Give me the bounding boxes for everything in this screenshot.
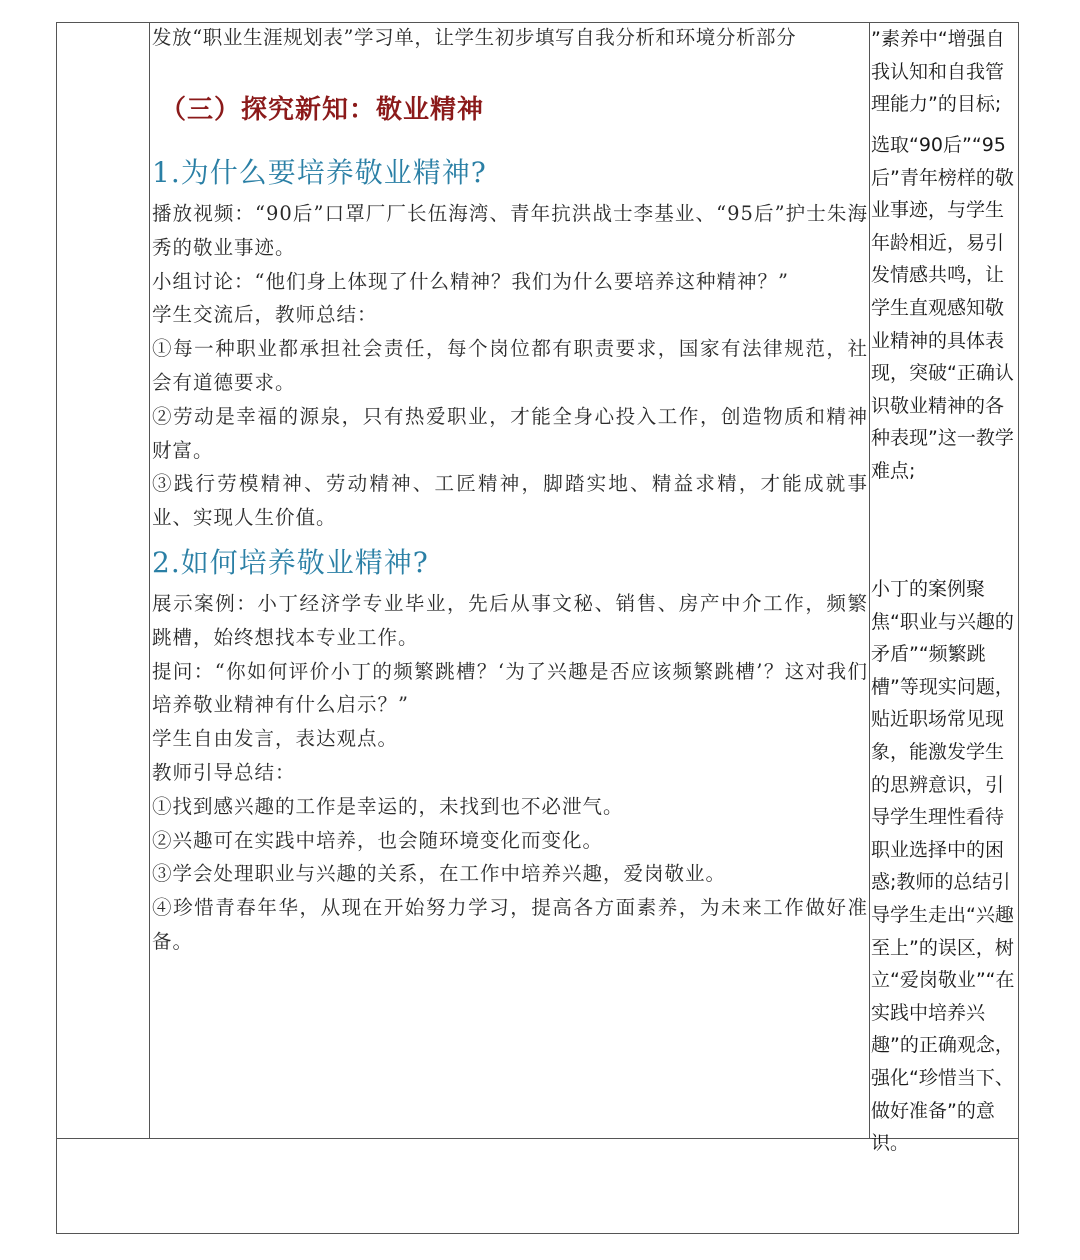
part2-line: 展示案例：小丁经济学专业毕业，先后从事文秘、销售、房产中介工作，频繁跳槽，始终想找本专业工作。 [152, 592, 868, 649]
design-intent-note: 选取“90后”“95后”青年榜样的敬业事迹，与学生年龄相近，易引发情感共鸣，让学生直观感知敬业精神的具体表现，突破“正确认识敬业精神的各种表现”这一教学难点; [871, 134, 1014, 482]
part2-line: ②兴趣可在实践中培养，也会随环境变化而变化。 [152, 828, 604, 852]
design-intent-note: 小丁的案例聚焦“职业与兴趣的矛盾”“频繁跳槽”等现实问题，贴近职场常见现象，能激发学生的思辨意识，引导学生理性看待职业选择中的困惑;教师的总结引导学生走出“兴趣至上”的误区，树立“爱岗敬业”“在实践中培养兴趣”的正确观念，强化“珍惜当下、做好准备”的意识。 [871, 578, 1015, 1155]
part1-heading: 1.为什么要培养敬业精神? [152, 156, 487, 189]
handout-line: 发放“职业生涯规划表”学习单，让学生初步填写自我分析和环境分析部分 [152, 26, 797, 49]
part1-line: 学生交流后，教师总结： [152, 303, 378, 327]
part1-line: ③践行劳模精神、劳动精神、工匠精神，脚踏实地、精益求精，才能成就事业、实现人生价值。 [152, 472, 868, 530]
part2-line: 教师引导总结： [152, 760, 296, 784]
part2-heading: 2.如何培养敬业精神? [152, 546, 429, 579]
section-title: （三）探究新知：敬业精神 [160, 95, 485, 125]
part2-line: 提问：“你如何评价小丁的频繁跳槽？‘为了兴趣是否应该频繁跳槽’？这对我们培养敬业精神有什么启示？” [152, 659, 868, 717]
part1-block [152, 151, 868, 535]
part1-line: 小组讨论：“他们身上体现了什么精神？我们为什么要培养这种精神？” [152, 269, 789, 293]
lesson-plan-table [56, 22, 1019, 1234]
part2-line: ④珍惜青春年华，从现在开始努力学习，提高各方面素养，为未来工作做好准备。 [152, 896, 868, 953]
part2-line: 学生自由发言，表达观点。 [152, 727, 399, 751]
design-intent-note: ”素养中“增强自我认知和自我管理能力”的目标; [871, 28, 1005, 116]
column-divider-right [869, 23, 870, 1138]
column-divider-left [149, 23, 150, 1138]
part1-line: 播放视频：“90后”口罩厂厂长伍海湾、青年抗洪战士李基业、“95后”护士朱海秀的敬业事迹。 [152, 202, 868, 259]
part1-line: ①每一种职业都承担社会责任，每个岗位都有职责要求，国家有法律规范，社会有道德要求。 [152, 337, 868, 394]
part2-block [152, 541, 868, 959]
part2-line: ①找到感兴趣的工作是幸运的，未找到也不必泄气。 [152, 794, 624, 818]
part1-line: ②劳动是幸福的源泉，只有热爱职业，才能全身心投入工作，创造物质和精神财富。 [152, 404, 868, 462]
part2-line: ③学会处理职业与兴趣的关系，在工作中培养兴趣，爱岗敬业。 [152, 862, 727, 886]
